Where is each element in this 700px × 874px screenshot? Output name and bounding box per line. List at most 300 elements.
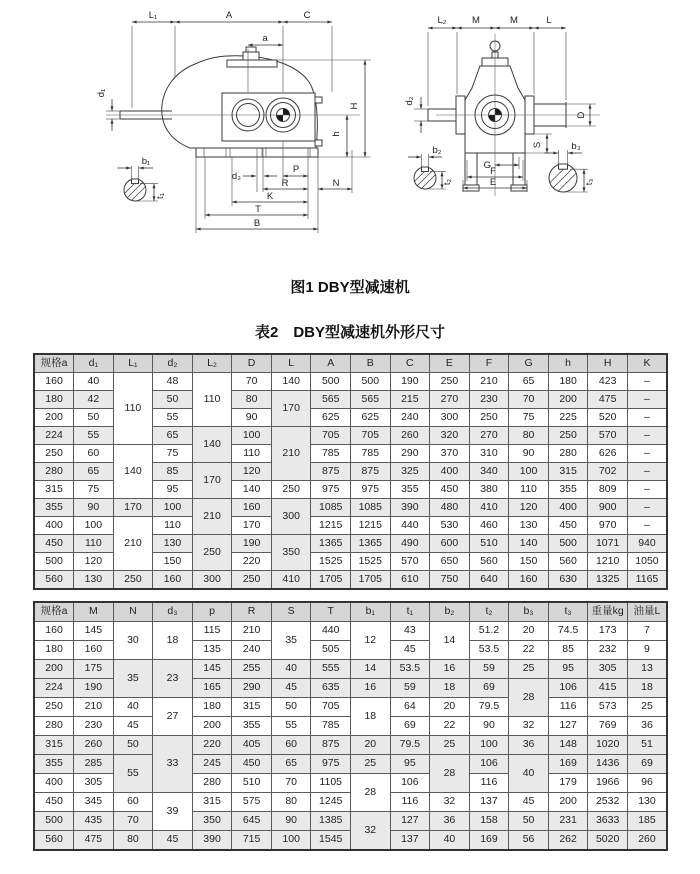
table-cell: 1705 [351,571,391,590]
table-row [34,373,667,391]
table-cell: 255 [232,660,272,679]
table-cell: 1050 [627,553,667,571]
table-cell: 230 [469,391,509,409]
table-cell: 705 [311,427,351,445]
table-cell: 100 [469,736,509,755]
table-cell: 64 [390,698,430,717]
table-cell: 28 [509,679,549,717]
table-cell: 70 [232,373,272,391]
table-cell: 127 [390,812,430,831]
table-cell: 210 [232,622,272,641]
table-cell: 1325 [588,571,628,590]
table-cell: 560 [469,553,509,571]
table-cell: 27 [153,698,193,736]
table-cell: 36 [430,812,470,831]
dimension-table-2 [33,601,668,851]
table-cell: 200 [548,793,588,812]
column-header: T [311,602,351,622]
table-cell: 626 [588,445,628,463]
table-cell: 220 [232,553,272,571]
table-cell: 116 [469,774,509,793]
table-cell: 635 [311,679,351,698]
table-cell: 423 [588,373,628,391]
table-cell: 250 [113,571,153,590]
table-cell: 310 [469,445,509,463]
arrowhead-icon [318,188,323,191]
table-cell: 120 [232,463,272,481]
table-cell: 90 [271,812,311,831]
table-cell: 65 [271,755,311,774]
table-cell: 355 [34,755,74,774]
arrowhead-icon [111,119,114,124]
dim-label-L1: L₁ [148,10,158,21]
table-cell: 80 [113,831,153,851]
table-cell: 50 [509,812,549,831]
table-cell: 96 [627,774,667,793]
table-cell: 180 [548,373,588,391]
column-header: S [271,602,311,622]
table-cell: 18 [351,698,391,736]
table-cell: 45 [271,679,311,698]
table-cell: 250 [34,445,74,463]
column-header: d₁ [74,354,114,373]
table-cell: 500 [34,812,74,831]
table-cell: 70 [271,774,311,793]
column-header: G [509,354,549,373]
table-cell: 1085 [311,499,351,517]
table-cell: 210 [192,499,232,535]
table-cell: – [627,427,667,445]
table-cell: 9 [627,641,667,660]
column-header: D [232,354,272,373]
arrowhead-icon [416,156,421,159]
table-cell: 40 [430,831,470,851]
table-cell: 43 [390,622,430,641]
table-cell: 1525 [311,553,351,571]
table-cell: 60 [271,736,311,755]
end-view-drawing [400,0,700,255]
table-cell: 65 [509,373,549,391]
table-cell: 510 [469,535,509,553]
table-cell: 1165 [627,571,667,590]
table-cell: 262 [548,831,588,851]
table-cell: 32 [351,812,391,851]
table-cell: 230 [74,717,114,736]
table-cell: 210 [271,427,311,481]
table-cell: 560 [548,553,588,571]
table-cell: 570 [588,427,628,445]
dim-label-b2: b₂ [432,145,442,156]
table-cell: 59 [469,660,509,679]
table-cell: 165 [192,679,232,698]
table-cell: 400 [430,463,470,481]
table-cell: 40 [509,755,549,793]
table-cell: 170 [271,391,311,427]
table-cell: 69 [469,679,509,698]
table-cell: 55 [153,409,193,427]
dim-label-t1: t₁ [155,193,166,199]
table-cell: 1105 [311,774,351,793]
table-cell: 785 [311,445,351,463]
table-cell: 45 [509,793,549,812]
gearbox-housing-outline [162,47,322,157]
table-cell: 55 [113,755,153,793]
column-header: A [311,354,351,373]
table-cell: 315 [232,698,272,717]
table-row [34,622,667,641]
table-cell: 74.5 [548,622,588,641]
table-cell: 190 [74,679,114,698]
table-cell: 575 [232,793,272,812]
dim-label-d1: d₁ [96,88,107,98]
table-cell: 300 [192,571,232,590]
table-cell: 160 [74,641,114,660]
arrowhead-icon [364,60,367,65]
table-cell: 570 [390,553,430,571]
table-cell: 1365 [311,535,351,553]
table-cell: 50 [113,736,153,755]
arrowhead-icon [264,175,269,178]
table-cell: 1215 [311,517,351,535]
table-cell: 160 [232,499,272,517]
dim-label-R: R [281,178,289,189]
dim-label-b3: b₃ [571,141,581,152]
dim-label-M-left: M [472,15,480,26]
table-cell: 702 [588,463,628,481]
table-row [34,517,667,535]
table-cell: 573 [588,698,628,717]
arrowhead-icon [589,104,592,109]
arrowhead-icon [589,121,592,126]
table-cell: 127 [548,717,588,736]
table-cell: 130 [627,793,667,812]
table-cell: 80 [271,793,311,812]
table-cell: 18 [627,679,667,698]
table-cell: 232 [588,641,628,660]
table-cell: 7 [627,622,667,641]
arrowhead-icon [452,27,457,30]
column-header: d₂ [153,354,193,373]
column-header: B [351,354,391,373]
table-cell: 110 [509,481,549,499]
table-cell: 200 [548,391,588,409]
table-cell: 20 [509,622,549,641]
table-cell: 210 [74,698,114,717]
table-cell: 530 [430,517,470,535]
table-cell: – [627,445,667,463]
dim-label-C: C [303,10,311,21]
table-cell: 490 [390,535,430,553]
table-cell: 350 [271,535,311,571]
table-cell: 35 [113,660,153,698]
table-cell: 224 [34,679,74,698]
column-header: K [627,354,667,373]
table-cell: 69 [390,717,430,736]
arrowhead-icon [175,21,180,24]
table-cell: 170 [113,499,153,517]
dim-label-F: F [490,166,496,177]
dim-label-t3: t₃ [584,178,595,186]
table-cell: 315 [34,481,74,499]
table-cell: 148 [548,736,588,755]
dim-label-S: S [532,141,543,149]
arrowhead-icon [364,152,367,157]
table-cell: 610 [390,571,430,590]
table-cell: 250 [469,409,509,427]
arrowhead-icon [248,44,253,47]
table-cell: 715 [232,831,272,851]
table-cell: 260 [74,736,114,755]
arrowhead-icon [583,169,586,174]
table-cell: 106 [469,755,509,774]
arrowhead-icon [196,228,201,231]
arrowhead-icon [561,27,566,30]
table-cell: 145 [192,660,232,679]
table-cell: 40 [271,660,311,679]
table-cell: 320 [430,427,470,445]
keyway-detail-b2 [408,154,446,189]
table-cell: 900 [588,499,628,517]
dim-label-D: D [576,111,587,119]
column-header: 规格a [34,602,74,622]
table-cell: 750 [430,571,470,590]
column-header: 规格a [34,354,74,373]
table-cell: 35 [271,622,311,660]
column-header: L [271,354,311,373]
table-row [34,445,667,463]
dim-label-M-right: M [510,15,518,26]
table-cell: 18 [430,679,470,698]
table-cell: 645 [232,812,272,831]
column-header: 重量kg [588,602,628,622]
table-cell: 53.5 [469,641,509,660]
arrowhead-icon [205,214,210,217]
table-cell: 875 [311,463,351,481]
table-cell: 270 [469,427,509,445]
keyway-detail-b3 [544,150,588,192]
arrowhead-icon [132,21,137,24]
table-cell: 25 [430,736,470,755]
table-cell: 355 [232,717,272,736]
arrowhead-icon [346,152,349,157]
table-cell: 450 [232,755,272,774]
dim-label-d2: d₂ [404,96,415,106]
arrowhead-icon [546,148,549,153]
table-cell: 785 [351,445,391,463]
arrowhead-icon [303,188,308,191]
table-cell: 565 [311,391,351,409]
table-cell: 85 [548,641,588,660]
table-cell: 95 [153,481,193,499]
table-cell: 390 [192,831,232,851]
table-row [34,812,667,831]
table-cell: 179 [548,774,588,793]
table-cell: – [627,499,667,517]
column-header: h [548,354,588,373]
table-cell: 75 [509,409,549,427]
table-cell: 150 [509,553,549,571]
table-cell: 160 [509,571,549,590]
table-cell: 12 [351,622,391,660]
table-cell: 500 [34,553,74,571]
table-cell: 940 [627,535,667,553]
table-cell: 42 [74,391,114,409]
table-cell: 110 [113,373,153,445]
table-cell: 200 [192,717,232,736]
table-cell: 555 [311,660,351,679]
table-cell: 400 [548,499,588,517]
table-cell: 224 [34,427,74,445]
table-cell: 69 [627,755,667,774]
arrowhead-icon [490,27,495,30]
table-cell: 450 [34,793,74,812]
table-cell: 28 [351,774,391,812]
dim-label-N: N [332,178,340,189]
table-cell: 100 [271,831,311,851]
table-cell: 137 [390,831,430,851]
arrowhead-icon [457,27,462,30]
arrowhead-icon [111,106,114,111]
table-cell: 350 [192,812,232,831]
table-cell: 25 [509,660,549,679]
table-cell: 1245 [311,793,351,812]
table-cell: 65 [153,427,193,445]
table-cell: 1365 [351,535,391,553]
table-cell: 90 [74,499,114,517]
table-cell: 410 [271,571,311,590]
table-cell: 280 [34,717,74,736]
table-cell: 90 [232,409,272,427]
arrowhead-icon [327,21,332,24]
arrowhead-icon [251,175,256,178]
table-cell: 250 [232,571,272,590]
arrowhead-icon [534,27,539,30]
table-cell: 48 [153,373,193,391]
table-cell: 355 [390,481,430,499]
table-cell: 215 [390,391,430,409]
table-cell: 185 [627,812,667,831]
table-cell: 137 [469,793,509,812]
table-cell: 110 [232,445,272,463]
table-cell: 16 [430,660,470,679]
table-cell: 370 [430,445,470,463]
table-title: 表2 DBY型减速机外形尺寸 [254,324,445,341]
arrowhead-icon [303,201,308,204]
table-cell: 70 [509,391,549,409]
header-row [34,602,667,622]
keyway-detail-b1 [117,166,158,201]
table-cell: 450 [34,535,74,553]
table-cell: 970 [588,517,628,535]
table-cell: 250 [192,535,232,571]
arrowhead-icon [583,187,586,192]
table-cell: 115 [192,622,232,641]
table-cell: 79.5 [469,698,509,717]
table-cell: 120 [509,499,549,517]
table-cell: 1966 [588,774,628,793]
table-cell: 150 [153,553,193,571]
column-header: N [113,602,153,622]
table-cell: 390 [390,499,430,517]
table-cell: 705 [351,427,391,445]
table-cell: 260 [627,831,667,851]
table-cell: 630 [548,571,588,590]
table-cell: 520 [588,409,628,427]
arrowhead-icon [420,121,423,126]
table-cell: 240 [390,409,430,427]
table-cell: 22 [509,641,549,660]
table-cell: 40 [74,373,114,391]
figure-caption: 图1 DBY型减速机 [290,279,410,296]
table-cell: 290 [390,445,430,463]
table-cell: 1705 [311,571,351,590]
table-cell: 116 [548,698,588,717]
table-cell: 290 [232,679,272,698]
table-cell: 51 [627,736,667,755]
table-cell: 160 [153,571,193,590]
dim-label-d3: d₃ [231,171,241,182]
table-cell: – [627,481,667,499]
table-cell: 160 [34,622,74,641]
table-cell: 106 [548,679,588,698]
table-cell: 210 [113,517,153,571]
table-cell: 16 [351,679,391,698]
table-cell: 90 [469,717,509,736]
table-cell: 225 [548,409,588,427]
table-cell: 130 [153,535,193,553]
table-cell: 1085 [351,499,391,517]
arrowhead-icon [170,21,175,24]
table-cell: 305 [588,660,628,679]
table-cell: 25 [627,698,667,717]
table-cell: 120 [74,553,114,571]
table-cell: 13 [627,660,667,679]
table-cell: 90 [509,445,549,463]
column-header: L₂ [192,354,232,373]
dim-label-E: E [489,177,497,188]
table-cell: 410 [469,499,509,517]
table-cell: 190 [232,535,272,553]
dim-label-G: G [483,160,491,171]
table-cell: 50 [74,409,114,427]
table-cell: 95 [390,755,430,774]
table-cell: 36 [509,736,549,755]
column-header: d₃ [153,602,193,622]
table-cell: 85 [153,463,193,481]
table-cell: 500 [311,373,351,391]
table-cell: 110 [153,517,193,535]
table-cell: 140 [113,445,153,499]
table-cell: 180 [192,698,232,717]
table-cell: 190 [390,373,430,391]
table-cell: 140 [509,535,549,553]
arrowhead-icon [529,27,534,30]
table-cell: 415 [588,679,628,698]
table-cell: 400 [34,774,74,793]
table-cell: 80 [509,427,549,445]
table-cell: 1525 [351,553,391,571]
table-cell: 270 [430,391,470,409]
header-row [34,354,667,373]
table-cell: – [627,373,667,391]
dim-label-a: a [262,33,268,44]
table-cell: 325 [390,463,430,481]
table-cell: 280 [192,774,232,793]
column-header: E [430,354,470,373]
table-cell: 650 [430,553,470,571]
dim-label-L2: L₂ [437,15,447,26]
table-cell: 405 [232,736,272,755]
